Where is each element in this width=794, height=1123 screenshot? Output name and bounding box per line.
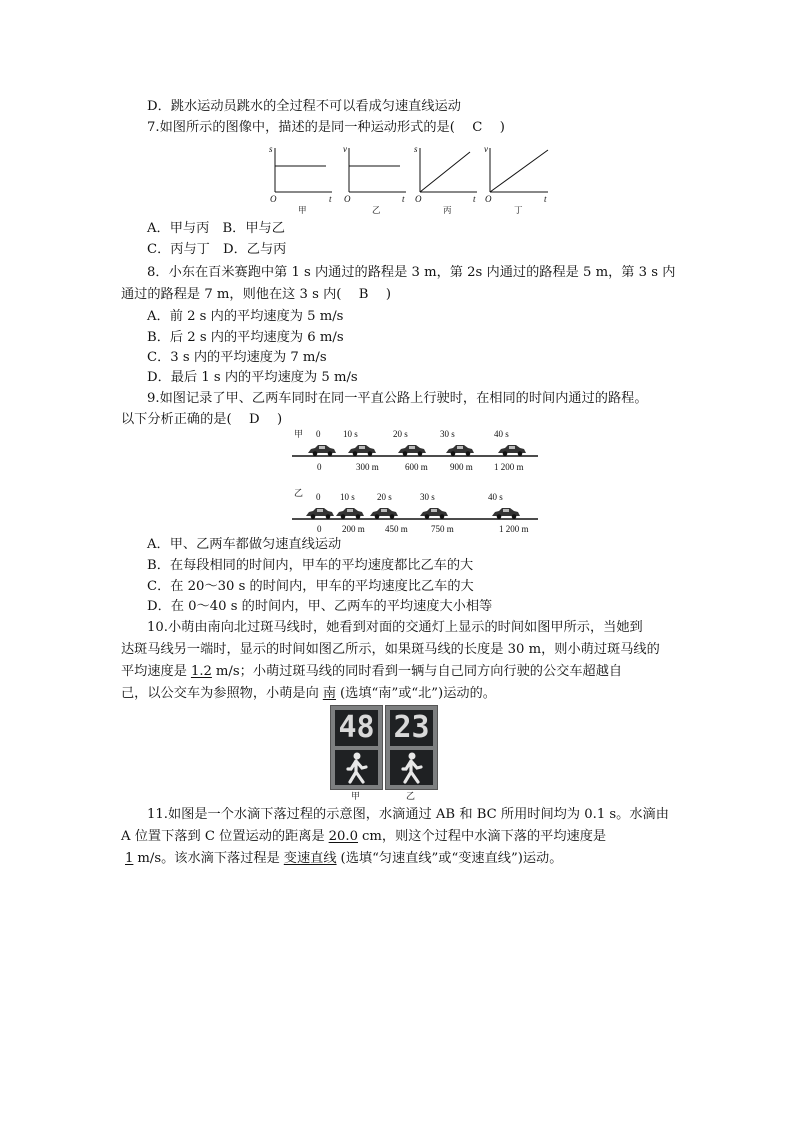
q7-graphs [260,140,560,216]
car-jia-time-1: 10 s [343,429,358,439]
graph2-y-label: v [343,144,347,154]
car-yi-time-1: 10 s [340,492,355,502]
q9-option-a: A．甲、乙两车都做匀速直线运动 [147,537,342,552]
q8-option-a: A．前 2 s 内的平均速度为 5 m/s [147,309,344,324]
graph3-y-label: s [414,144,418,154]
q11-stem-line1: 11.如图是一个水滴下落过程的示意图，水滴通过 AB 和 BC 所用时间均为 0.1 s。水滴由 [147,807,669,822]
car-jia-dist-1: 300 m [356,462,379,472]
traffic-light-yi-caption: 乙 [406,792,416,802]
graph2-origin: O [344,194,351,204]
q9-option-b: B．在每段相同的时间内，甲车的平均速度都比乙车的大 [147,558,474,573]
car-jia-1 [348,445,376,456]
q11-stem-line3 [121,850,562,868]
q11-text-a: A 位置下落到 C 位置运动的距离是 [121,829,325,844]
graph2-caption: 乙 [372,205,381,215]
traffic-light-yi [385,705,438,790]
graph1-caption: 甲 [298,205,307,215]
q10-answer-direction: 南 [322,686,336,701]
car-yi-4 [492,508,520,519]
car-jia-dist-0: 0 [317,462,322,472]
car-yi-0 [306,508,334,519]
graph4-caption: 丁 [514,205,523,215]
q10-text-a: 平均速度是 [121,664,187,679]
q8-option-c: C．3 s 内的平均速度为 7 m/s [147,350,327,365]
car-yi-2 [370,508,398,519]
car-jia-2 [398,445,426,456]
q10-stem-line3 [121,663,622,681]
car-jia-4 [498,445,526,456]
q11-text-b: cm，则这个过程中水滴下落的平均速度是 [362,829,607,844]
q10-stem-line1: 10.小萌由南向北过斑马线时，她看到对面的交通灯上显示的时间如图甲所示，当她到 [147,620,643,635]
q11-stem-line2 [121,828,606,846]
q10-answer-speed: 1.2 [190,664,212,679]
q9-stem-line1: 9.如图记录了甲、乙两车同时在同一平直公路上行驶时，在相同的时间内通过的路程。 [147,391,648,406]
car-jia-time-4: 40 s [494,429,509,439]
q9-car-diagram [290,425,540,537]
car-jia-label: 甲 [294,429,304,439]
car-yi-time-3: 30 s [420,492,435,502]
q11-answer-speed: 1 [125,851,134,866]
car-jia-dist-2: 600 m [405,462,428,472]
q10-text-b: m/s；小萌过斑马线的同时看到一辆与自己同方向行驶的公交车超越自 [215,664,623,679]
q8-option-d: D．最后 1 s 内的平均速度为 5 m/s [147,370,358,385]
traffic-light-jia-caption: 甲 [351,792,361,802]
q11-answer-motion: 变速直线 [283,851,337,866]
q11-answer-distance: 20.0 [328,829,359,844]
car-jia-dist-4: 1 200 m [494,462,524,472]
traffic-light-jia-digits: 48 [335,710,378,746]
car-yi-time-0: 0 [316,492,321,502]
graph1-y-label: s [269,144,273,154]
q10-text-c: 己，以公交车为参照物，小萌是向 [121,686,319,701]
q10-stem-line4 [121,685,496,703]
q7-options-ab: A．甲与丙 B．甲与乙 [147,221,285,236]
car-jia-dist-3: 900 m [450,462,473,472]
car-jia-time-2: 20 s [393,429,408,439]
q8-stem-line1: 8．小东在百米赛跑中第 1 s 内通过的路程是 3 m，第 2s 内通过的路程是 5 m，第 3 s 内 [147,265,676,280]
car-yi-dist-0: 0 [317,524,322,534]
car-jia-time-0: 0 [316,429,321,439]
q8-option-b: B．后 2 s 内的平均速度为 6 m/s [147,330,344,345]
car-yi-dist-3: 750 m [431,524,454,534]
graph3-caption: 丙 [443,205,452,215]
graph2-x-label: t [402,194,405,204]
q8-stem-line2: 通过的路程是 7 m，则他在这 3 s 内( B ) [121,287,392,302]
q9-option-c: C．在 20～30 s 的时间内，甲车的平均速度比乙车的大 [147,579,474,594]
car-yi-dist-2: 450 m [385,524,408,534]
q10-stem-line2: 达斑马线另一端时，显示的时间如图乙所示，如果斑马线的长度是 30 m，则小萌过斑马线的 [121,642,660,657]
traffic-light-jia [330,705,383,790]
q7-stem: 7.如图所示的图像中，描述的是同一种运动形式的是( C ) [147,120,505,135]
q11-text-d: (选填“匀速直线”或“变速直线”)运动。 [340,851,563,866]
car-yi-label: 乙 [294,488,304,498]
graph4-x-label: t [544,194,547,204]
q9-stem-line2: 以下分析正确的是( D ) [121,412,283,427]
car-yi-time-4: 40 s [488,492,503,502]
car-jia-0 [308,445,336,456]
graph3-x-label: t [473,194,476,204]
traffic-light-yi-digits: 23 [390,710,433,746]
walking-person-icon [335,750,378,785]
graph1-x-label: t [329,194,332,204]
walking-person-icon [390,750,433,785]
graph4-origin: O [485,194,492,204]
graph1-origin: O [270,194,277,204]
q9-option-d: D．在 0～40 s 的时间内，甲、乙两车的平均速度大小相等 [147,599,493,614]
car-jia-3 [446,445,474,456]
graph4-y-label: v [484,144,488,154]
car-yi-time-2: 20 s [377,492,392,502]
car-yi-dist-1: 200 m [342,524,365,534]
car-jia-time-3: 30 s [440,429,455,439]
graph3-origin: O [415,194,422,204]
car-yi-3 [420,508,448,519]
car-yi-1 [336,508,364,519]
q6-option-d: D．跳水运动员跳水的全过程不可以看成匀速直线运动 [147,99,461,114]
car-yi-dist-4: 1 200 m [499,524,529,534]
q11-text-c: m/s。该水滴下落过程是 [137,851,280,866]
q10-text-d: (选填“南”或“北”)运动的。 [340,686,496,701]
q7-options-cd: C．丙与丁 D．乙与丙 [147,242,287,257]
